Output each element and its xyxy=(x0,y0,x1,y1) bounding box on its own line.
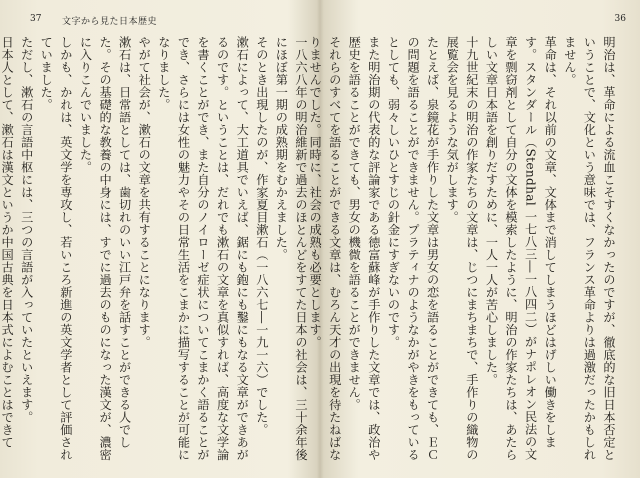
page-number: 37 xyxy=(30,14,42,24)
paragraph: 日本人として、漱石は漢文というか中国古典を日本式によむことはできて xyxy=(0,36,15,449)
paragraph: そのとき出現したのが、作家夏目漱石（一八六七―一九一六）でした。 xyxy=(254,36,269,436)
page-number: 36 xyxy=(614,14,626,24)
running-head: 文字から見た日本歴史 xyxy=(62,17,158,27)
paragraph: しかも、かれは、英文学を専攻し、若いころ新進の英文学者として評価されていました。 xyxy=(39,36,73,461)
left-page xyxy=(0,0,318,478)
paragraph: 明治は、革命による流血こそすくなかったのですが、徹底的な旧日本否定ということで、文化という意味では、フランス革命よりは過激だったかもしれません。 xyxy=(562,36,616,461)
paragraph: 漱石は、日常語としては、歯切れのいい江戸弁を話すことができる人でした。その基礎的な教養の中身には、すでに過去のものになった漢文が、濃密に入りこんでいました。 xyxy=(78,36,132,461)
right-page-body xyxy=(308,36,618,464)
paragraph: 十九世紀末の明治の作家たちの文章は、じつにまちまちで、手作りの織物の展覧会を見るような気がします。 xyxy=(445,36,479,461)
left-page-body xyxy=(0,36,310,464)
paragraph: たとえば、泉鏡花が手作りした文章は男女の恋を語ることができても、ＥＣの問題を語ることができません。プラティナのようなかがやきをもっているとしても、弱々しいひとすじの針金にすぎないのです。 xyxy=(386,36,440,461)
paragraph: 一八六八年の明治維新で過去のほとんどをすてた日本の社会は、三十余年後にほぼ第一期の成熟期をむかえました。 xyxy=(274,36,308,461)
paragraph: また明治期の代表的な評論家である徳富蘇峰が手作りした文章では、政治や歴史を語ることができても、男女の機微を語ることができません。 xyxy=(347,36,381,461)
paragraph: 革命は、それ以前の文章、文体まで消してしまうほどはげしい働きをします。スタンダール（Stendhal 一七八三―一八四二）がナポレオン民法の文章を剽窃剤として自分の文体を模索したように、明治の作家たちは、あたらしい文章日本語を創りだすために、一人一人が苦心しました。 xyxy=(484,36,558,461)
paragraph: それらのすべてを語ることができる文章は、むろん天才の出現を待たねばなりませんでした。同時に、社会の成熟も必要とします。 xyxy=(308,36,342,461)
paragraph: ただし、漱石の言語中枢には、三つの言語が入っていたといえます。 xyxy=(19,36,34,424)
paragraph: やがて社会が、漱石の文章を共有することになります。 xyxy=(137,36,152,349)
right-page xyxy=(308,0,640,478)
paragraph: 漱石によって、大工道具でいえば、鋸にも鉋にも鑿にもなる文章ができあがるのです。ということは、だれでも漱石の文章を真似すれば、高度な文学論を書くことができ、また自分のノイローゼ症状についてこまかく語ることができ、さらには女性の魅力やその日常生活をこまかに描写することが可能になりました。 xyxy=(156,36,250,461)
